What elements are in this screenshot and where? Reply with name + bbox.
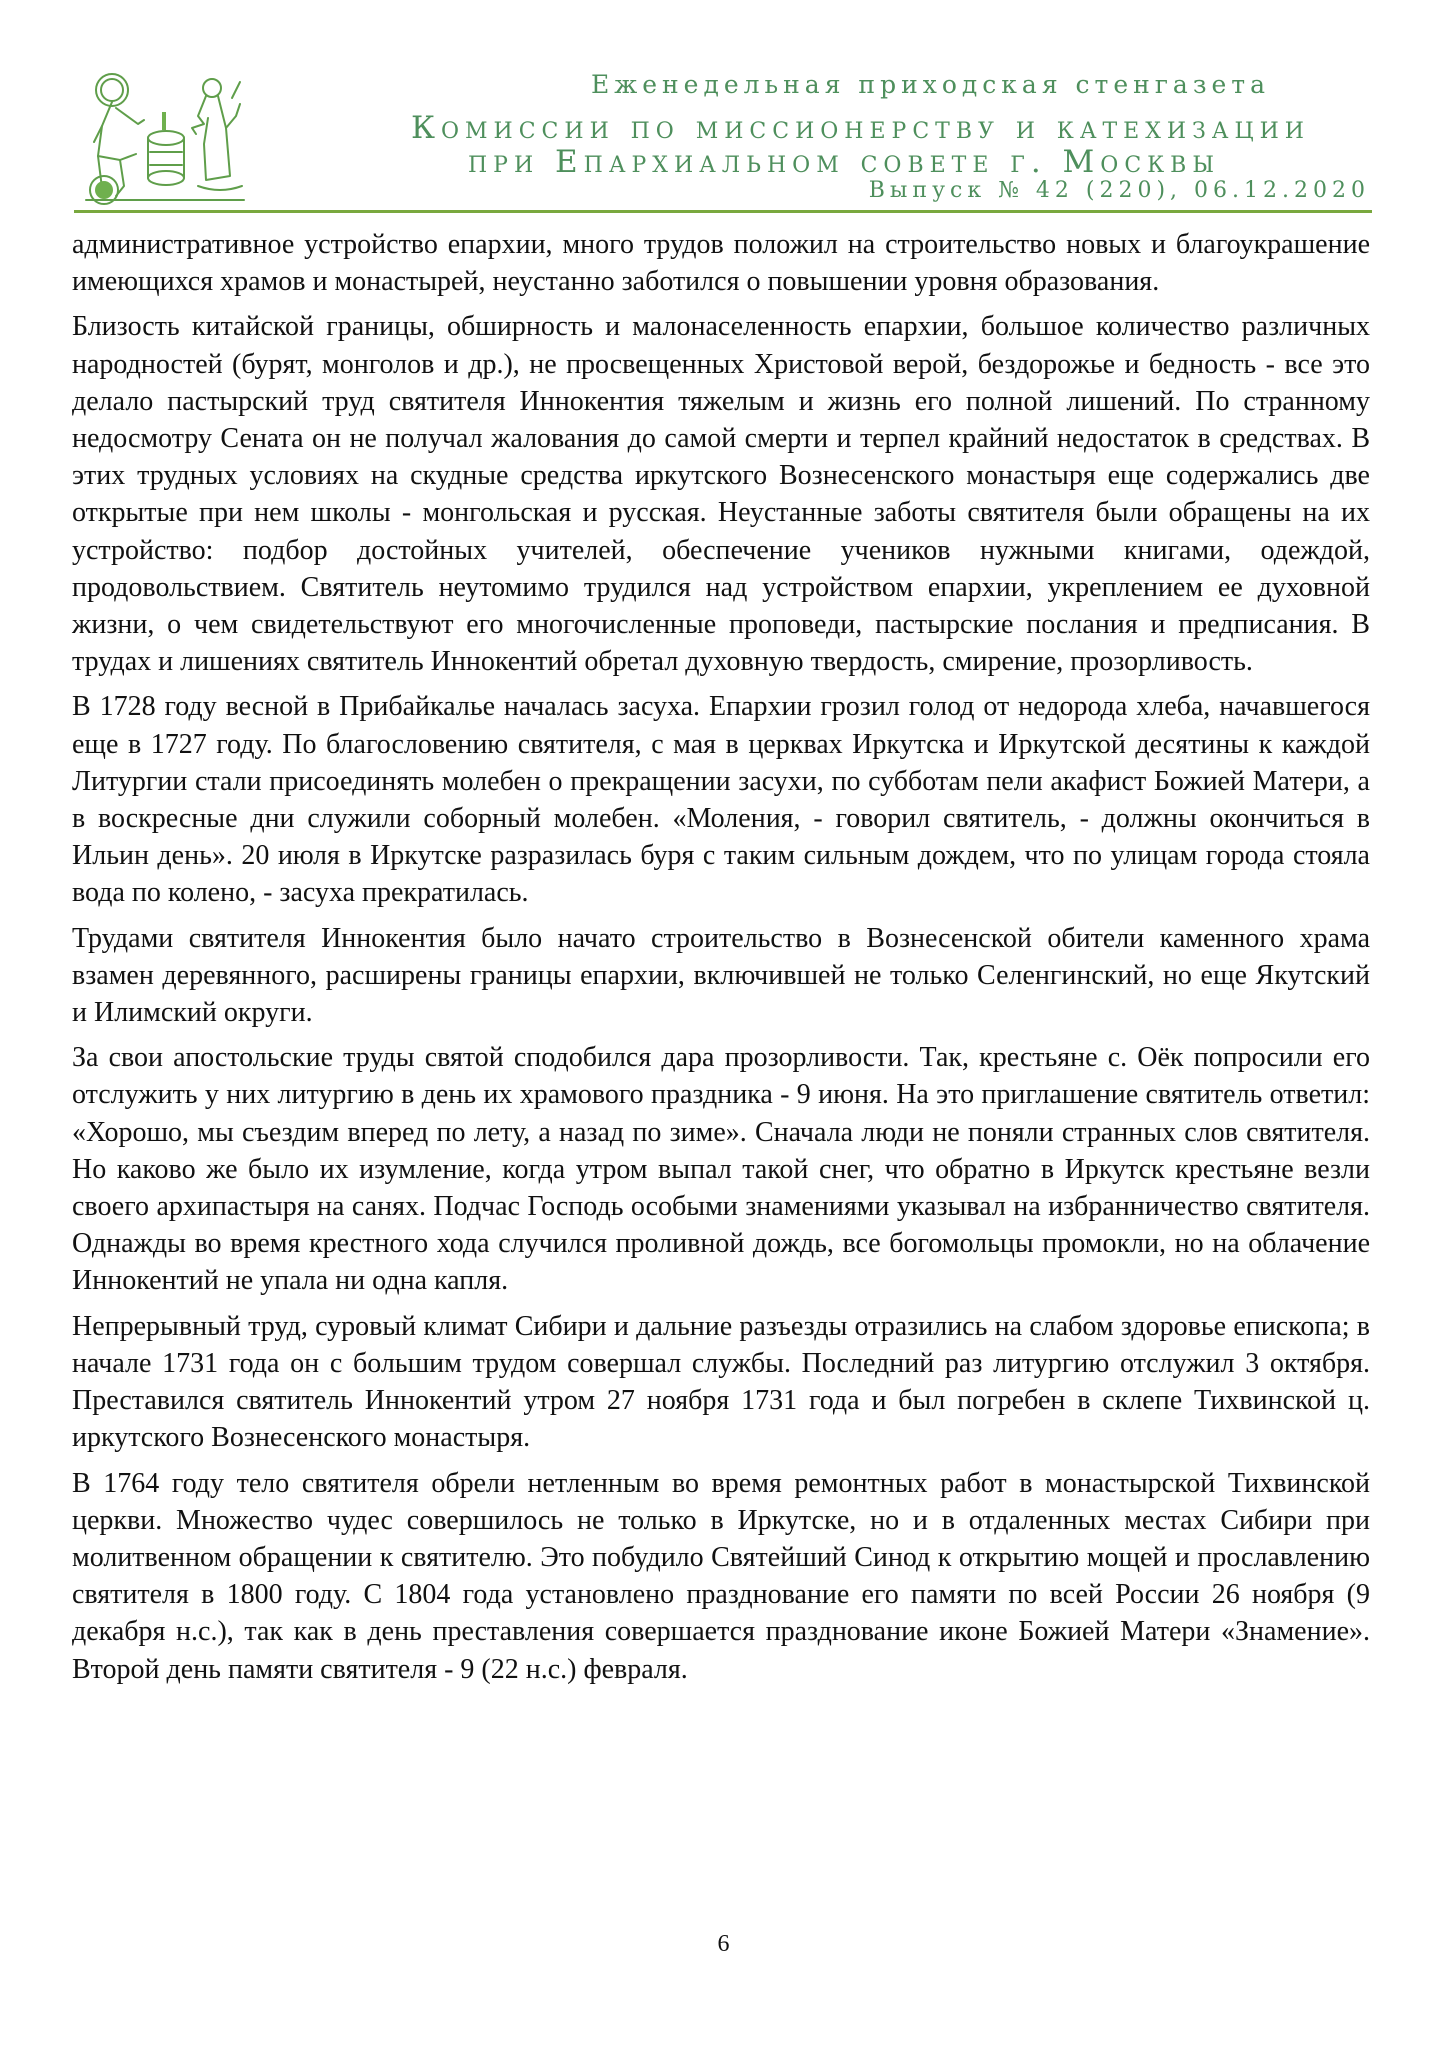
paragraph: За свои апостольские труды святой сподобился дара прозорливости. Так, крестьяне с. Оёк попросили его отслужить у них литургию в день их храмового праздника - 9 июня. На это приглашение святитель ответил: «Хорошо, мы съездим вперед по лету, а назад по зиме». Сначала люди не поняли странных слов святителя. Но каково же было их изумление, когда утром выпал такой снег, что обратно в Иркутск крестьяне везли своего архипастыря на санях. Подчас Господь особыми знамениями указывал на избранничество святителя. Однажды во время крестного хода случился проливной дождь, все богомольцы промокли, но на облачение Иннокентий не упала ни одна капля.	[72, 1042, 1370, 1297]
paragraph: В 1764 году тело святителя обрели нетленным во время ремонтных работ в монастырской Тихвинской церкви. Множество чудес совершилось не только в Иркутске, но и в отдаленных местах Сибири при молитвенном обращении к святителю. Это побудило Святейший Синод к открытию мощей и прославлению святителя в 1800 году. С 1804 года установлено празднование его памяти по всей России 26 ноября (9 декабря н.с.), так как в день преставления совершается празднование иконе Божией Матери «Знамение». Второй день памяти святителя - 9 (22 н.с.) февраля.	[72, 1467, 1370, 1685]
paragraph: Непрерывный труд, суровый климат Сибири и дальние разъезды отразились на слабом здоровье епископа; в начале 1731 года он с большим трудом совершал службы. Последний раз литургию отслужил 3 октября. Преставился святитель Иннокентий утром 27 ноября 1731 года и был погребен в склепе Тихвинской ц. иркутского Вознесенского монастыря.	[72, 1310, 1370, 1454]
issue-number-date: Выпуск № 42 (220), 06.12.2020	[868, 178, 1370, 203]
paragraph: административное устройство епархии, много трудов положил на строительство новых и благоукрашение имеющихся храмов и монастырей, неустанно заботился о повышении уровня образования.	[72, 229, 1370, 298]
newspaper-header	[72, 62, 1370, 214]
paragraph: Трудами святителя Иннокентия было начато строительство в Вознесенской обители каменного храма взамен деревянного, расширены границы епархии, включившей не только Селенгинский, но еще Якутский и Илимский округи.	[72, 922, 1370, 1029]
header-tagline: Еженедельная приходская стенгазета	[590, 70, 1270, 99]
header-divider	[74, 210, 1372, 213]
header-council: при Епархиальном совете г. Москвы	[467, 144, 1220, 180]
paragraph: В 1728 году весной в Прибайкалье началась засуха. Епархии грозил голод от недорода хлеба, начавшегося еще в 1727 году. По благословению святителя, с мая в церквах Иркутска и Иркутской десятины к каждой Литургии стали присоединять молебен о прекращении засухи, по субботам пели акафист Божией Матери, а в воскресные дни служили соборный молебен. «Моления, - говорил святитель, - должны окончиться в Ильин день». 20 июля в Иркутске разразилась буря с таким сильным дождем, что по улицам города стояла вода по колено, - засуха прекратилась.	[72, 691, 1370, 909]
article-body	[72, 226, 1370, 1696]
header-commission: Комиссии по миссионерству и катехизации	[410, 110, 1310, 146]
paragraph: Близость китайской границы, обширность и малонаселенность епархии, большое количество различных народностей (бурят, монголов и др.), не просвещенных Христовой верой, бездорожье и бедность - все это делало пастырский труд святителя Иннокентия тяжелым и жизнь его полной лишений. По странному недосмотру Сената он не получал жалования до самой смерти и терпел крайний недостаток в средствах. В этих трудных условиях на скудные средства иркутского Вознесенского монастыря еще содержались две открытые при нем школы - монгольская и русская. Неустанные заботы святителя были обращены на их устройство: подбор достойных учителей, обеспечение учеников нужными книгами, одеждой, продовольствием. Святитель неутомимо трудился над устройством епархии, укреплением ее духовной жизни, о чем свидетельствуют его многочисленные проповеди, пастырские послания и предписания. В трудах и лишениях святитель Иннокентий обретал духовную твердость, смирение, прозорливость.	[72, 311, 1370, 678]
page-number: 6	[717, 1931, 730, 1957]
